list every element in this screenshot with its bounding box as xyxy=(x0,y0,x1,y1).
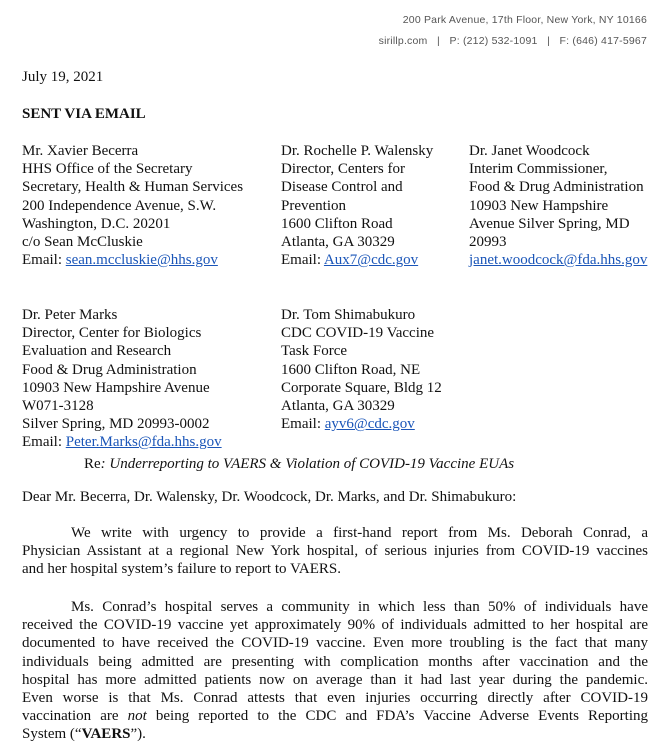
paragraph-1 xyxy=(22,524,648,579)
paragraph-line xyxy=(22,707,648,725)
address-line: Task Force xyxy=(281,343,348,360)
vaers-bold: VAERS xyxy=(81,726,131,743)
separator: | xyxy=(547,35,551,47)
address-line: 20993 xyxy=(469,233,507,250)
address-line: 10903 New Hampshire Avenue xyxy=(22,379,210,396)
address-line: Interim Commissioner, xyxy=(469,161,608,178)
text-run: ”). xyxy=(130,726,146,743)
text-run: being reported to the CDC and FDA’s Vaccine Adverse Events Reporting xyxy=(146,708,648,725)
email-line xyxy=(22,251,243,269)
re-line xyxy=(84,455,514,473)
letterhead-website[interactable]: sirillp.com xyxy=(378,35,428,47)
email-label: Email: xyxy=(281,416,325,433)
recipient-walensky xyxy=(281,142,433,269)
recipient-woodcock xyxy=(469,142,647,269)
address-line: Dr. Janet Woodcock xyxy=(469,143,590,159)
email-label: Email: xyxy=(22,252,66,269)
address-line: Disease Control and xyxy=(281,179,403,196)
email-link[interactable]: ayv6@cdc.gov xyxy=(324,416,415,433)
text-run: System (“ xyxy=(22,726,82,743)
address-line: Food & Drug Administration xyxy=(22,361,197,378)
address-line: Washington, D.C. 20201 xyxy=(22,215,171,232)
address-line: Evaluation and Research xyxy=(22,343,172,360)
email-line xyxy=(22,433,222,451)
salutation: Dear Mr. Becerra, Dr. Walensky, Dr. Woodcock, Dr. Marks, and Dr. Shimabukuro: xyxy=(22,489,517,505)
email-link[interactable]: Aux7@cdc.gov xyxy=(323,252,419,269)
paragraph-line: We write with urgency to provide a first-hand report from Ms. Deborah Conrad, a xyxy=(71,525,648,541)
address-line: 1600 Clifton Road, NE xyxy=(281,361,421,378)
address-line: CDC COVID-19 Vaccine xyxy=(281,325,435,342)
paragraph-line: received the COVID-19 vaccine yet approximately 90% of individuals admitted to her hospital are xyxy=(22,617,648,634)
email-link[interactable]: janet.woodcock@fda.hhs.gov xyxy=(469,252,648,269)
address-line: Secretary, Health & Human Services xyxy=(22,179,244,196)
paragraph-2 xyxy=(22,598,648,744)
address-line: W071-3128 xyxy=(22,397,94,414)
address-line: 200 Independence Avenue, S.W. xyxy=(22,197,217,214)
address-line: 10903 New Hampshire xyxy=(469,197,609,214)
address-line: Avenue Silver Spring, MD xyxy=(469,215,630,232)
address-line: Mr. Xavier Becerra xyxy=(22,143,139,159)
address-line: Food & Drug Administration xyxy=(469,179,644,196)
address-line: Director, Center for Biologics xyxy=(22,325,202,342)
re-subject: : Underreporting to VAERS & Violation of COVID-19 Vaccine EUAs xyxy=(100,456,515,472)
paragraph-line: Physician Assistant at a regional New York hospital, of serious injuries from COVID-19 vaccines xyxy=(22,543,648,560)
address-line: 1600 Clifton Road xyxy=(281,215,393,232)
email-label: Email: xyxy=(281,252,324,269)
address-line: Silver Spring, MD 20993-0002 xyxy=(22,416,210,433)
paragraph-line: Ms. Conrad’s hospital serves a community in which less than 50% of individuals have xyxy=(71,599,648,615)
letter-date: July 19, 2021 xyxy=(22,69,104,85)
address-line: Corporate Square, Bldg 12 xyxy=(281,379,442,396)
paragraph-line: individuals being admitted are presenting with complication months after vaccination and the xyxy=(22,653,648,670)
paragraph-line: hospital has more admitted patients now on average than it had last year during the pandemic. xyxy=(22,671,648,688)
paragraph-line: and her hospital system’s failure to report to VAERS. xyxy=(22,561,341,578)
address-line: Director, Centers for xyxy=(281,161,405,178)
text-run: vaccination are xyxy=(22,708,128,725)
email-link[interactable]: Peter.Marks@fda.hhs.gov xyxy=(65,434,222,451)
paragraph-line: documented to have received the COVID-19 vaccine. Even more troubling is the fact that many xyxy=(22,635,648,652)
address-line: Atlanta, GA 30329 xyxy=(281,397,395,414)
address-line: HHS Office of the Secretary xyxy=(22,161,193,178)
address-line: c/o Sean McCluskie xyxy=(22,233,143,250)
address-line: Dr. Tom Shimabukuro xyxy=(281,307,416,323)
separator: | xyxy=(437,35,440,47)
address-line: Dr. Peter Marks xyxy=(22,307,118,323)
email-line xyxy=(281,415,442,433)
address-line: Atlanta, GA 30329 xyxy=(281,233,395,250)
email-line xyxy=(281,251,433,269)
recipient-shimabukuro xyxy=(281,306,442,433)
re-label: Re xyxy=(84,456,101,472)
paragraph-line: Even worse is that Ms. Conrad attests that even injuries occurring directly after COVID-19 xyxy=(22,689,648,706)
address-line: Prevention xyxy=(281,197,346,214)
recipient-marks xyxy=(22,306,222,452)
letterhead-phone: P: (212) 532-1091 xyxy=(449,35,538,47)
letterhead-fax: F: (646) 417-5967 xyxy=(559,35,647,47)
letterhead-contact xyxy=(379,35,647,47)
email-label: Email: xyxy=(22,434,66,451)
sent-via-email: SENT VIA EMAIL xyxy=(22,106,146,122)
paragraph-line xyxy=(22,725,648,743)
emphasis-not: not xyxy=(127,708,147,725)
recipient-becerra xyxy=(22,142,243,269)
address-line: Dr. Rochelle P. Walensky xyxy=(281,143,434,159)
email-link[interactable]: sean.mccluskie@hhs.gov xyxy=(65,252,218,269)
email-line xyxy=(469,251,647,269)
letterhead-address: 200 Park Avenue, 17th Floor, New York, NY 10166 xyxy=(402,14,647,26)
